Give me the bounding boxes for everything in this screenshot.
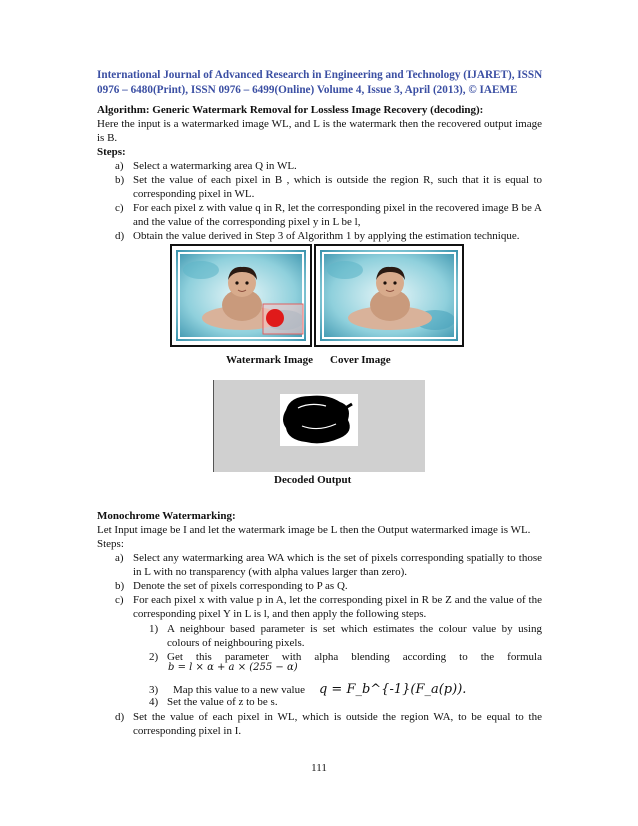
list-text: Get this parameter with alpha blending according to the formula — [167, 651, 542, 663]
list-item — [115, 593, 542, 621]
cover-image-caption: Cover Image — [330, 354, 391, 366]
list-marker: 4) — [149, 696, 159, 708]
substep-3 — [149, 682, 466, 697]
page-number: 111 — [311, 762, 327, 774]
journal-header — [97, 68, 547, 98]
list-text: Map this value to a new value — [173, 683, 305, 696]
list-marker: a) — [115, 552, 124, 564]
formula-q: q = F_b^{-1}(F_a(p)). — [318, 682, 467, 697]
decoded-output-image — [213, 380, 425, 472]
algorithm-title: Algorithm: Generic Watermark Removal for Lossless Image Recovery (decoding): — [97, 104, 484, 116]
list-item — [115, 579, 542, 593]
decoded-output-graphic — [214, 380, 425, 472]
algorithm-steps-list — [115, 159, 542, 243]
watermark-image-graphic — [176, 250, 306, 341]
list-marker: c) — [115, 594, 124, 606]
decoded-output-caption: Decoded Output — [274, 474, 352, 486]
substep-4 — [149, 696, 278, 708]
cover-image — [314, 244, 464, 347]
list-item — [115, 173, 542, 201]
list-item — [115, 710, 542, 738]
algorithm-intro: Here the input is a watermarked image WL, and L is the watermark then the recovered output image is B. — [97, 118, 542, 144]
list-text: Set the value of each pixel in B , which is outside the region R, such that it is equal to corresponding pixel in WL. — [133, 174, 542, 200]
list-marker: b) — [115, 174, 125, 186]
list-text: For each pixel x with value p in A, let the corresponding pixel in R be Z and the value of the corresponding pixel Y in L is l, and then apply the following steps. — [133, 594, 542, 620]
list-marker: d) — [115, 711, 125, 723]
list-item — [115, 159, 542, 173]
watermark-image — [170, 244, 312, 347]
list-text: Set the value of each pixel in WL, which is outside the region WA, to be equal to the corresponding pixel in I. — [133, 711, 542, 737]
list-marker: d) — [115, 230, 125, 242]
list-item — [115, 229, 542, 243]
monochrome-step-d — [115, 710, 542, 738]
list-text: Set the value of z to be s. — [167, 696, 278, 708]
list-item — [115, 201, 542, 229]
list-text: Select a watermarking area Q in WL. — [133, 160, 297, 172]
list-text: For each pixel z with value q in R, let the corresponding pixel in the recovered image B be A and the value of the corresponding pixel y in L be l, — [133, 202, 542, 228]
formula-b: b = l × α + a × (255 − α) — [168, 662, 298, 673]
monochrome-intro: Let Input image be I and let the watermark image be L then the Output watermarked image is WL. — [97, 524, 531, 536]
list-marker: c) — [115, 202, 124, 214]
list-text: Denote the set of pixels corresponding to P as Q. — [133, 580, 348, 592]
list-item — [115, 551, 542, 579]
list-item — [149, 622, 542, 650]
list-marker: 2) — [149, 651, 159, 663]
list-text: Select any watermarking area WA which is the set of pixels corresponding spatially to those in L with no transparency (with alpha values larger than zero). — [133, 552, 542, 578]
list-marker: 3) — [149, 683, 159, 696]
monochrome-steps-list — [115, 551, 542, 621]
monochrome-title: Monochrome Watermarking: — [97, 510, 236, 522]
header-line-1: International Journal of Advanced Research in Engineering and Technology (IJARET), ISSN — [97, 69, 543, 81]
list-text: Obtain the value derived in Step 3 of Algorithm 1 by applying the estimation technique. — [133, 230, 520, 242]
list-marker: a) — [115, 160, 124, 172]
watermark-image-caption: Watermark Image — [226, 354, 314, 366]
list-marker: b) — [115, 580, 125, 592]
substeps-list — [149, 622, 542, 664]
header-line-2: 0976 – 6480(Print), ISSN 0976 – 6499(Online) Volume 4, Issue 3, April (2013), © IAEME — [97, 84, 518, 96]
list-text: A neighbour based parameter is set which estimates the colour value by using colours of neighbouring pixels. — [167, 623, 542, 649]
list-marker: 1) — [149, 623, 159, 635]
monochrome-steps-label: Steps: — [97, 538, 124, 550]
algorithm-steps-label: Steps: — [97, 146, 126, 158]
cover-image-graphic — [320, 250, 458, 341]
